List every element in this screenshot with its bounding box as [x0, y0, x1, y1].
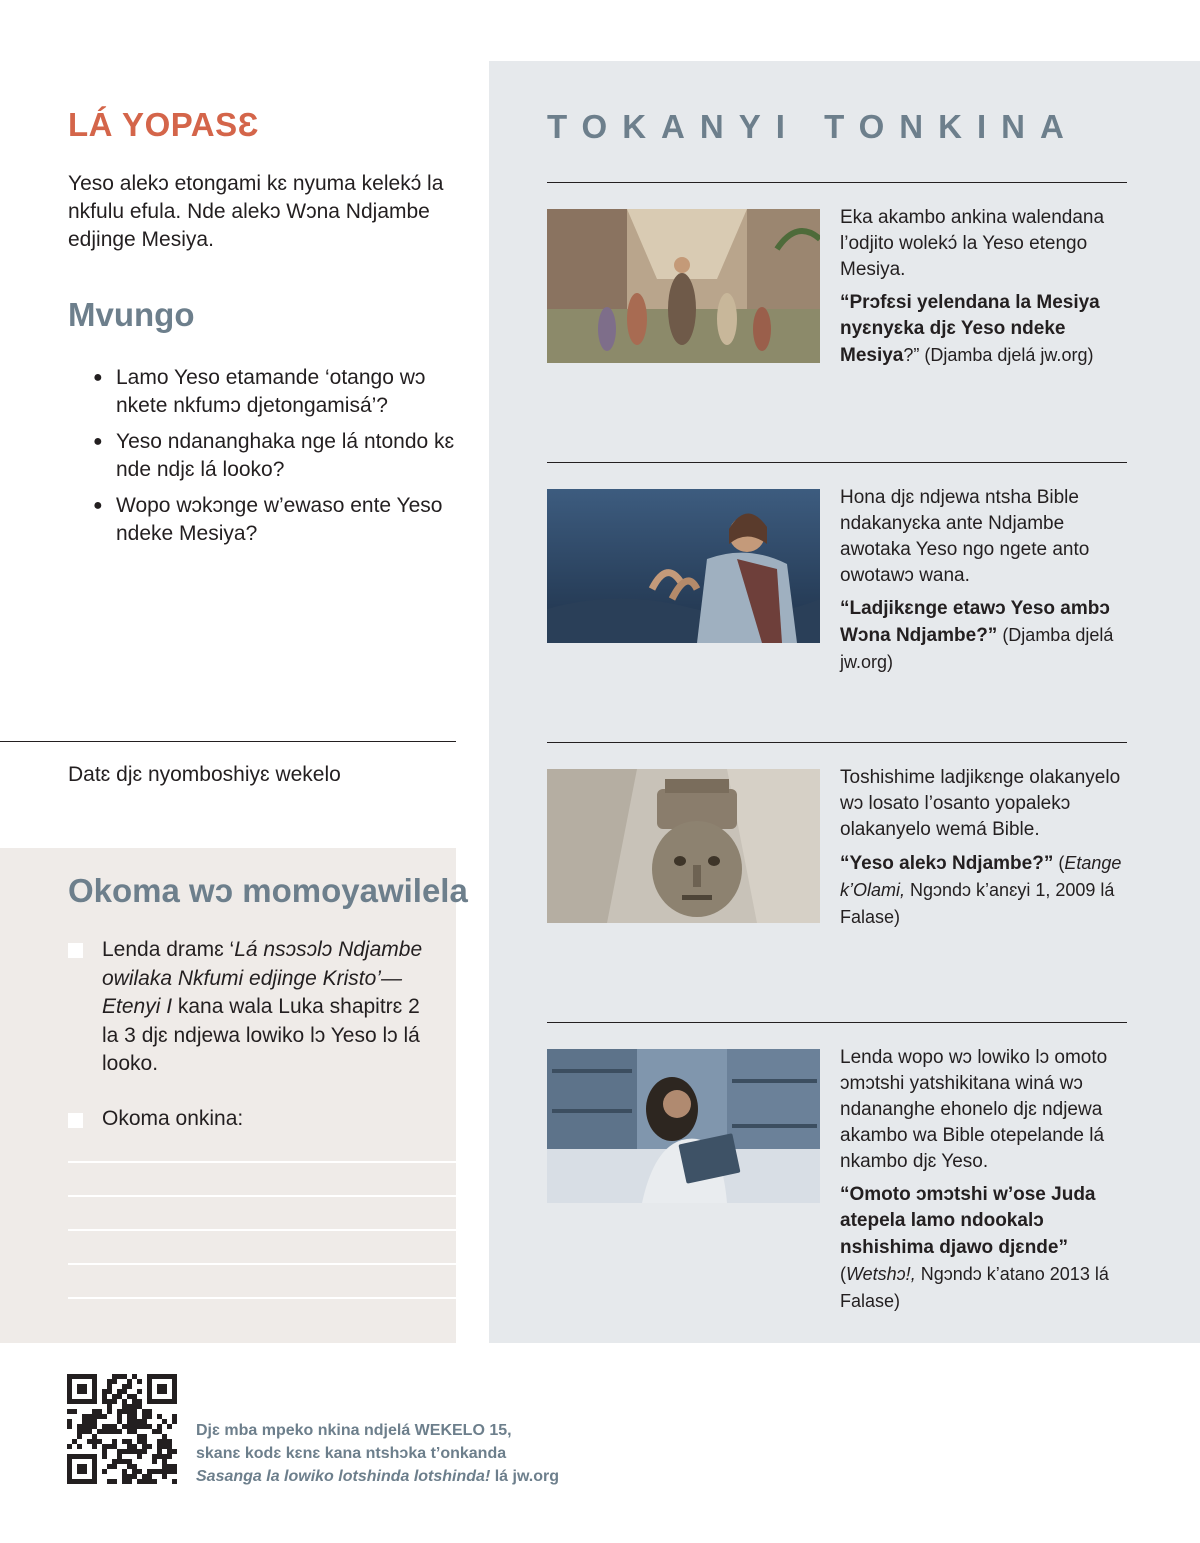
trinity-carving-image: [547, 769, 820, 923]
goal1-checkbox[interactable]: [68, 943, 83, 958]
goals-panel: [0, 848, 456, 1343]
bullet-icon: ●: [93, 369, 103, 386]
question-item: ● Yeso ndananghaka nge lá ntondo kɛ nde ndjɛ lá looko?: [93, 430, 455, 481]
card-4-text: Lenda wopo wɔ lowiko lɔ omoto ɔmɔtshi yatshikitana winá wɔ ndananghe ehonelo djɛ ndjewa akambo wa Bible otepelande lá nkambo djɛ Yeso. “Omoto ɔmɔtshi w’ose Juda atepela lamo ndookalɔ nshishima djawo djɛnde” (Wetshɔ!, Ngɔndɔ k’atano 2013 lá Falase): [840, 1045, 1135, 1315]
card-4-quote: “Omoto ɔmɔtshi w’ose Juda atepela lamo ndookalɔ nshishima djawo djɛnde” (Wetshɔ!, Ngɔndɔ k’atano 2013 lá Falase): [840, 1184, 1109, 1311]
woman-reading-image: [547, 1049, 820, 1203]
qr-code-icon[interactable]: [67, 1374, 177, 1484]
question-item: ● Lamo Yeso etamande ‘otango wɔ nkete nkfumɔ djetongamisá’?: [93, 366, 426, 417]
footer-text: Djɛ mba mpeko nkina ndjelá WEKELO 15, skanɛ kodɛ kɛnɛ kana ntshɔka t’onkanda Sasanga la lowiko lotshinda lotshinda! lá jw.org: [196, 1422, 560, 1485]
divider: [547, 182, 1127, 183]
goal1-text: Lenda dramɛ ‘Lá nsɔsɔlɔ Ndjambe owilaka Nkfumi edjinge Kristo’—Etenyi I kana wala Luka shapitrɛ 2 la 3 djɛ ndjewa lowiko lɔ Yeso lɔ lá looko.: [102, 938, 423, 1075]
divider: [0, 741, 456, 742]
question-item: ● Wopo wɔkɔnge w’ewaso ente Yeso ndeke Mesiya?: [93, 494, 443, 545]
card-2-quote: “Ladjikɛnge etawɔ Yeso ambɔ Wɔna Ndjambe?” (Djamba djelá jw.org): [840, 598, 1114, 672]
questions-list: [93, 364, 463, 556]
divider: [547, 1022, 1127, 1023]
date-label: Datɛ djɛ nyomboshiyɛ wekelo: [68, 763, 341, 786]
divider: [547, 742, 1127, 743]
summary-title: LÁ YOPASƐ: [68, 106, 259, 143]
jesus-praying-image: [547, 489, 820, 643]
triumphal-entry-image: [547, 209, 820, 363]
goal2-checkbox[interactable]: [68, 1113, 83, 1128]
goals-title: Okoma wɔ momoyawilela: [68, 872, 468, 909]
write-line[interactable]: [68, 1229, 456, 1231]
deeper-study-title: TOKANYI TONKINA: [547, 108, 1079, 145]
questions-title: Mvungo: [68, 296, 195, 333]
write-line[interactable]: [68, 1161, 456, 1163]
divider: [547, 462, 1127, 463]
write-line[interactable]: [68, 1263, 456, 1265]
bullet-icon: ●: [93, 433, 103, 450]
card-1-quote: “Prɔfɛsi yelendana la Mesiya nyɛnyɛka djɛ Yeso ndeke Mesiya?” (Djamba djelá jw.org): [840, 292, 1100, 366]
card-3-text: Toshishime ladjikɛnge olakanyelo wɔ losato l’osanto yopalekɔ olakanyelo wemá Bible. “Yeso alekɔ Ndjambe?” (Etange k’Olami, Ngɔndɔ k’anɛyi 1, 2009 lá Falase): [840, 765, 1135, 931]
card-3-quote: “Yeso alekɔ Ndjambe?” (Etange k’Olami, Ngɔndɔ k’anɛyi 1, 2009 lá Falase): [840, 853, 1122, 927]
summary-text: Yeso alekɔ etongami kɛ nyuma kelekɔ́ la nkfulu efula. Nde alekɔ Wɔna Ndjambe edjinge Mesiya.: [68, 172, 444, 251]
card-1-text: Eka akambo ankina walendana l’odjito wolekɔ́ la Yeso etengo Mesiya. “Prɔfɛsi yelendana la Mesiya nyɛnyɛka djɛ Yeso ndeke Mesiya?” (Djamba djelá jw.org): [840, 205, 1135, 369]
card-2-text: Hona djɛ ndjewa ntsha Bible ndakanyɛka ante Ndjambe awotaka Yeso ngo ngete anto owotawɔ wana. “Ladjikɛnge etawɔ Yeso ambɔ Wɔna Ndjambe?” (Djamba djelá jw.org): [840, 485, 1135, 676]
write-line[interactable]: [68, 1297, 456, 1299]
goal2-text: Okoma onkina:: [102, 1107, 244, 1130]
bullet-icon: ●: [93, 497, 103, 514]
write-line[interactable]: [68, 1195, 456, 1197]
